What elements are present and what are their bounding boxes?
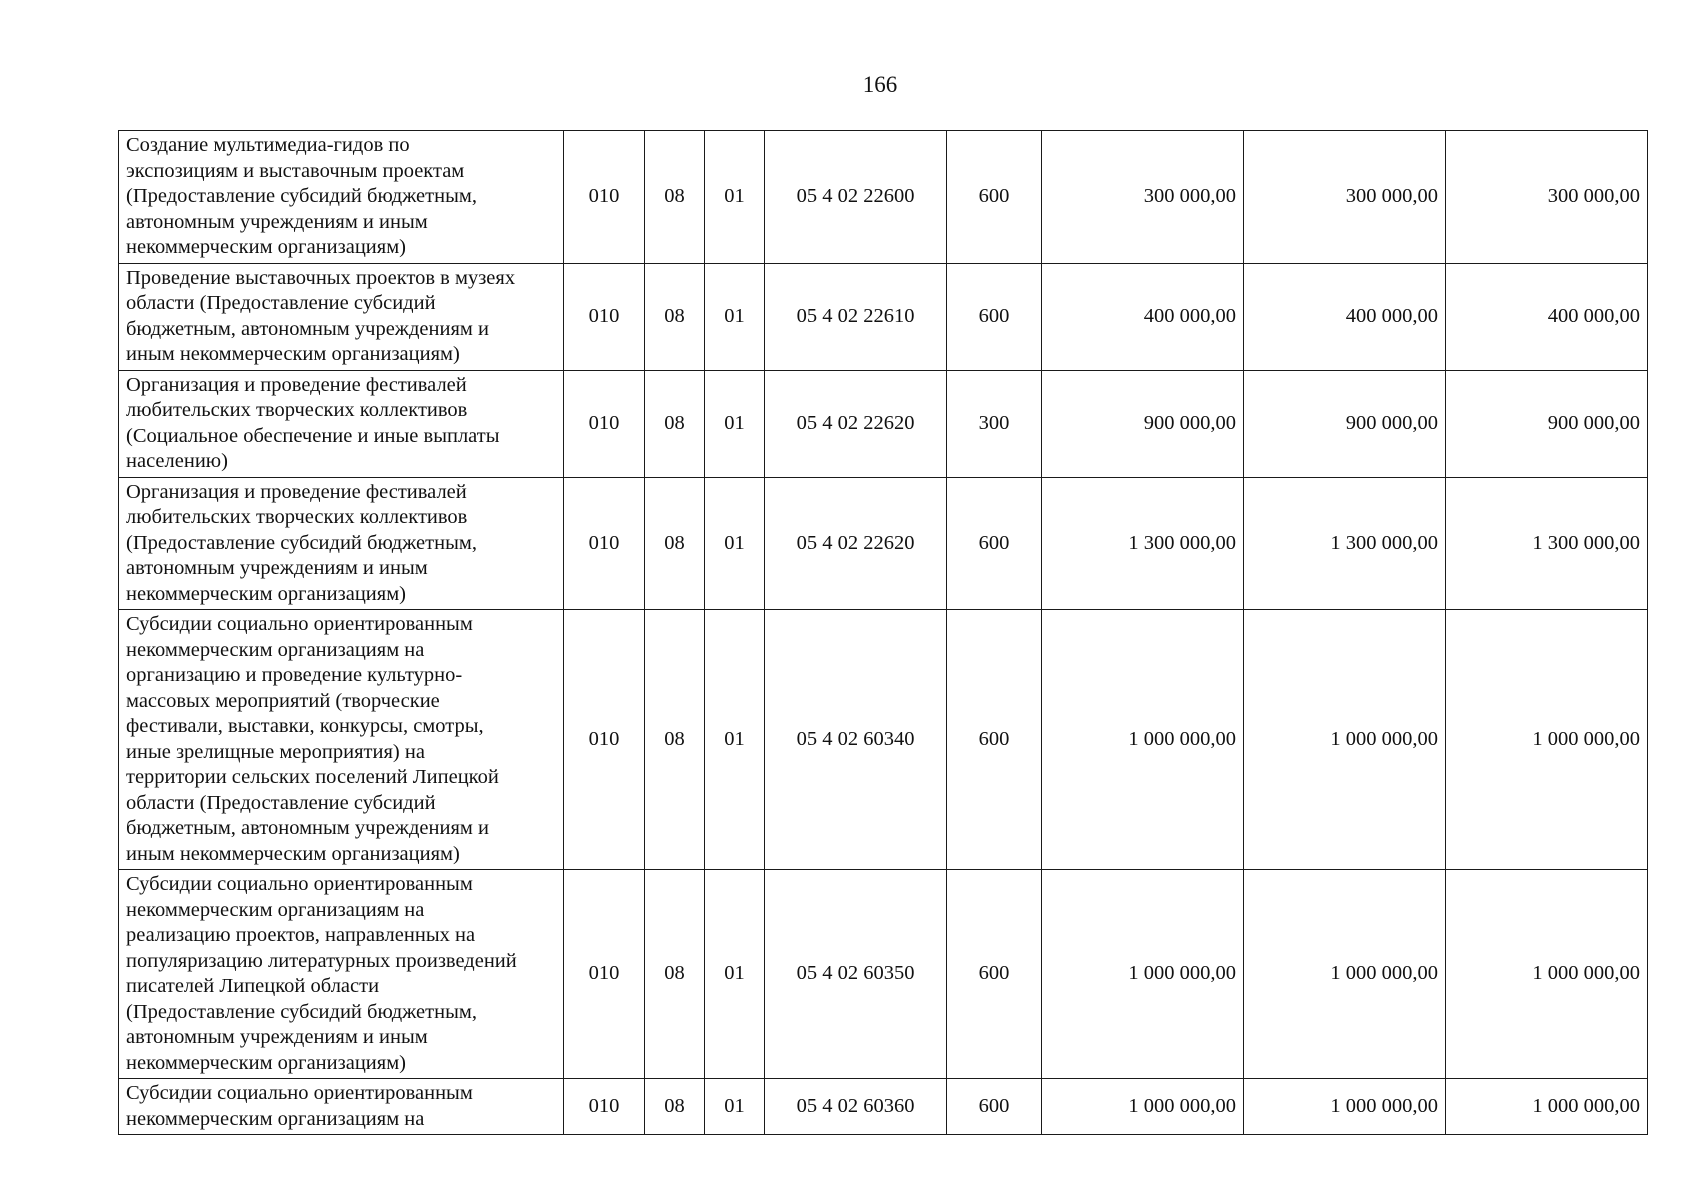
description-line: иным некоммерческим организациям) <box>126 842 460 865</box>
description-line: (Социальное обеспечение и иные выплаты <box>126 424 500 447</box>
description-line: организацию и проведение культурно- <box>126 664 463 686</box>
subsection-code: 01 <box>705 1079 765 1135</box>
description-line: Субсидии социально ориентированным <box>126 873 473 895</box>
ministry-code: 010 <box>564 1079 645 1135</box>
target-article-code: 05 4 02 22610 <box>765 263 947 370</box>
description-line: экспозициям и выставочным проектам <box>126 159 465 182</box>
description-line: иные зрелищные мероприятия) на <box>126 740 425 763</box>
target-article-code: 05 4 02 60340 <box>765 610 947 870</box>
description-line: любительских творческих коллективов <box>126 399 468 421</box>
expense-type-code: 600 <box>947 870 1042 1079</box>
amount-year-2: 1 000 000,00 <box>1244 1079 1446 1135</box>
subsection-code: 01 <box>705 263 765 370</box>
description-line: некоммерческим организациям) <box>126 1051 406 1074</box>
description-line: Проведение выставочных проектов в музеях <box>126 266 516 289</box>
amount-year-1: 1 000 000,00 <box>1042 870 1244 1079</box>
amount-year-1: 1 300 000,00 <box>1042 477 1244 610</box>
description-line: населению) <box>126 450 228 472</box>
budget-table <box>118 130 1648 1135</box>
description-line: автономным учреждениям и иным <box>126 210 428 233</box>
description-line: Организация и проведение фестивалей <box>126 480 467 503</box>
row-description <box>119 370 564 477</box>
target-article-code: 05 4 02 60360 <box>765 1079 947 1135</box>
row-description <box>119 131 564 264</box>
table-body <box>119 131 1648 1135</box>
ministry-code: 010 <box>564 370 645 477</box>
target-article-code: 05 4 02 22620 <box>765 370 947 477</box>
target-article-code: 05 4 02 22620 <box>765 477 947 610</box>
amount-year-3: 1 000 000,00 <box>1446 610 1648 870</box>
description-line: реализацию проектов, направленных на <box>126 924 476 946</box>
description-line: Создание мультимедиа-гидов по <box>126 134 410 156</box>
row-description <box>119 477 564 610</box>
amount-year-1: 1 000 000,00 <box>1042 610 1244 870</box>
description-line: области (Предоставление субсидий <box>126 791 436 814</box>
description-line: некоммерческим организациям на <box>126 638 425 661</box>
expense-type-code: 600 <box>947 263 1042 370</box>
table-row <box>119 1079 1648 1135</box>
ministry-code: 010 <box>564 610 645 870</box>
section-code: 08 <box>645 1079 705 1135</box>
ministry-code: 010 <box>564 131 645 264</box>
table-row <box>119 370 1648 477</box>
amount-year-2: 400 000,00 <box>1244 263 1446 370</box>
ministry-code: 010 <box>564 477 645 610</box>
amount-year-3: 300 000,00 <box>1446 131 1648 264</box>
section-code: 08 <box>645 610 705 870</box>
section-code: 08 <box>645 870 705 1079</box>
amount-year-2: 1 000 000,00 <box>1244 610 1446 870</box>
description-line: автономным учреждениям и иным <box>126 557 428 579</box>
expense-type-code: 600 <box>947 131 1042 264</box>
description-line: любительских творческих коллективов <box>126 506 468 528</box>
table-row <box>119 477 1648 610</box>
description-line: бюджетным, автономным учреждениям и <box>126 817 489 839</box>
row-description <box>119 1079 564 1135</box>
amount-year-2: 1 300 000,00 <box>1244 477 1446 610</box>
amount-year-3: 900 000,00 <box>1446 370 1648 477</box>
amount-year-3: 1 000 000,00 <box>1446 1079 1648 1135</box>
table-row <box>119 870 1648 1079</box>
description-line: некоммерческим организациям на <box>126 898 425 921</box>
description-line: (Предоставление субсидий бюджетным, <box>126 1000 477 1023</box>
description-line: (Предоставление субсидий бюджетным, <box>126 185 477 207</box>
amount-year-3: 1 000 000,00 <box>1446 870 1648 1079</box>
amount-year-1: 300 000,00 <box>1042 131 1244 264</box>
amount-year-2: 900 000,00 <box>1244 370 1446 477</box>
amount-year-2: 300 000,00 <box>1244 131 1446 264</box>
description-line: автономным учреждениям и иным <box>126 1026 428 1048</box>
amount-year-1: 1 000 000,00 <box>1042 1079 1244 1135</box>
description-line: массовых мероприятий (творческие <box>126 689 440 712</box>
subsection-code: 01 <box>705 477 765 610</box>
expense-type-code: 600 <box>947 477 1042 610</box>
ministry-code: 010 <box>564 263 645 370</box>
description-line: Субсидии социально ориентированным <box>126 1082 473 1104</box>
expense-type-code: 600 <box>947 1079 1042 1135</box>
section-code: 08 <box>645 263 705 370</box>
subsection-code: 01 <box>705 610 765 870</box>
expense-type-code: 600 <box>947 610 1042 870</box>
description-line: иным некоммерческим организациям) <box>126 343 460 365</box>
description-line: Организация и проведение фестивалей <box>126 373 467 396</box>
row-description <box>119 263 564 370</box>
ministry-code: 010 <box>564 870 645 1079</box>
subsection-code: 01 <box>705 131 765 264</box>
description-line: некоммерческим организациям на <box>126 1107 425 1130</box>
description-line: писателей Липецкой области <box>126 975 380 997</box>
description-line: некоммерческим организациям) <box>126 236 406 258</box>
amount-year-3: 400 000,00 <box>1446 263 1648 370</box>
section-code: 08 <box>645 477 705 610</box>
amount-year-2: 1 000 000,00 <box>1244 870 1446 1079</box>
table-row <box>119 610 1648 870</box>
subsection-code: 01 <box>705 870 765 1079</box>
description-line: популяризацию литературных произведений <box>126 949 517 972</box>
amount-year-3: 1 300 000,00 <box>1446 477 1648 610</box>
section-code: 08 <box>645 370 705 477</box>
description-line: области (Предоставление субсидий <box>126 292 436 314</box>
description-line: (Предоставление субсидий бюджетным, <box>126 531 477 554</box>
target-article-code: 05 4 02 60350 <box>765 870 947 1079</box>
row-description <box>119 610 564 870</box>
section-code: 08 <box>645 131 705 264</box>
row-description <box>119 870 564 1079</box>
amount-year-1: 400 000,00 <box>1042 263 1244 370</box>
description-line: некоммерческим организациям) <box>126 582 406 605</box>
table-row <box>119 263 1648 370</box>
description-line: Субсидии социально ориентированным <box>126 613 473 635</box>
expense-type-code: 300 <box>947 370 1042 477</box>
amount-year-1: 900 000,00 <box>1042 370 1244 477</box>
table-row <box>119 131 1648 264</box>
description-line: территории сельских поселений Липецкой <box>126 766 499 788</box>
target-article-code: 05 4 02 22600 <box>765 131 947 264</box>
description-line: бюджетным, автономным учреждениям и <box>126 317 489 340</box>
subsection-code: 01 <box>705 370 765 477</box>
page-number: 166 <box>862 72 898 97</box>
description-line: фестивали, выставки, конкурсы, смотры, <box>126 715 484 737</box>
